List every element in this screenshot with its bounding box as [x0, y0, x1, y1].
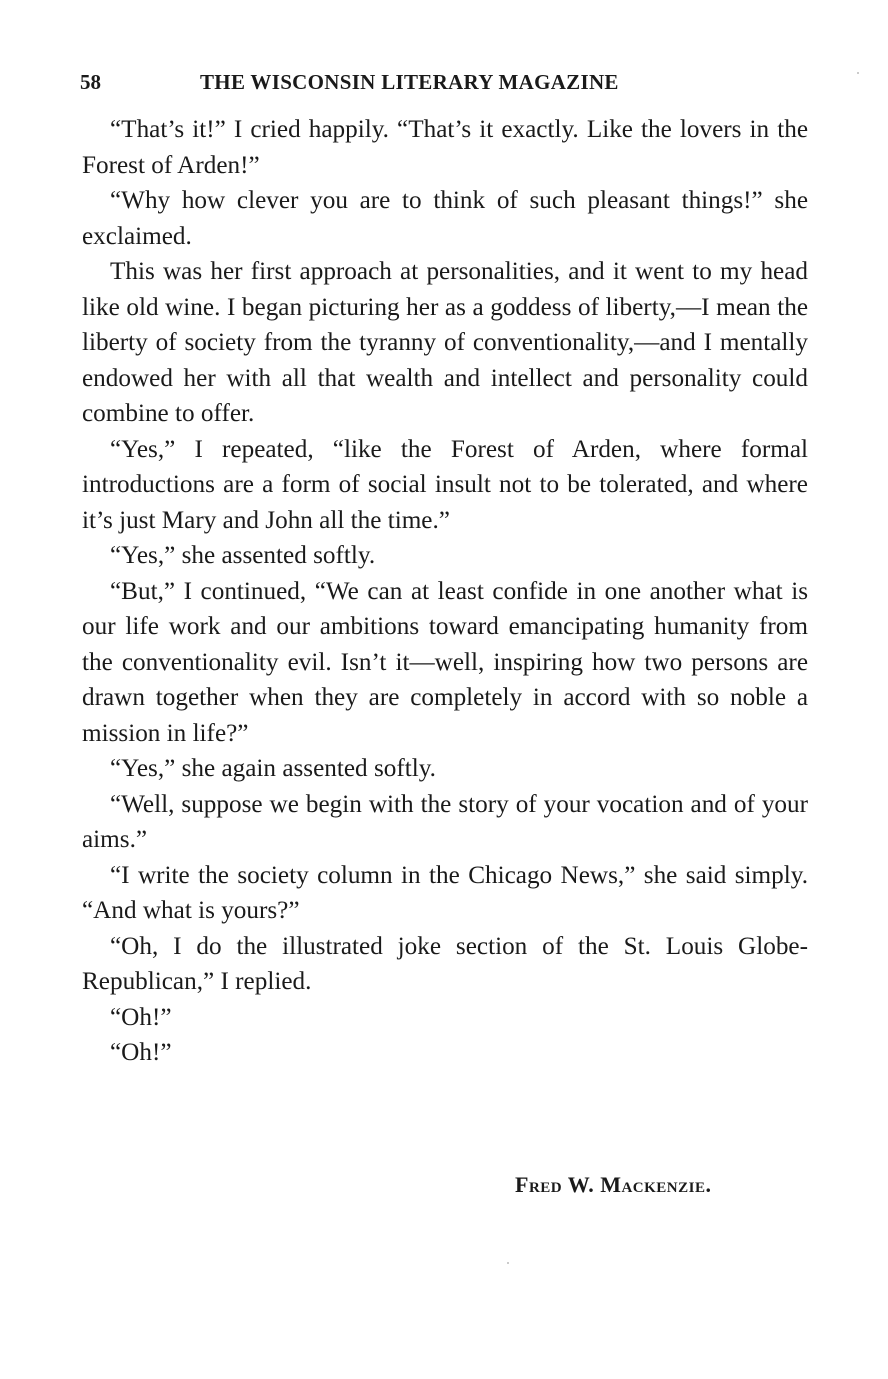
running-head: THE WISCONSIN LITERARY MAGAZINE: [200, 70, 619, 94]
paragraph: “Oh!”: [110, 1039, 172, 1066]
paragraph: “That’s it!” I cried happily. “That’s it exactly. Like the lovers in the Forest of Arden!”: [82, 116, 808, 179]
page-number: 58: [80, 70, 101, 94]
paragraph: “Yes,” she again assented softly.: [110, 755, 436, 782]
paragraph: This was her first approach at personalities, and it went to my head like old wine. I began picturing her as a goddess of liberty,—I mean the liberty of society from the tyranny of conventionality,—and I mentally endowed her with all that wealth and intellect and personality could combine to offer.: [82, 258, 808, 427]
paragraph: “Well, suppose we begin with the story of your vocation and of your aims.”: [82, 790, 808, 853]
page-header: [80, 70, 810, 100]
author-signature: Fred W. Mackenzie.: [515, 1172, 712, 1197]
paragraph: “But,” I continued, “We can at least confide in one another what is our life work and our ambitions toward emancipating humanity from the conventionality evil. Isn’t it—well, inspiring how two persons are drawn together when they are completely in accord with so noble a mission in life?”: [82, 577, 808, 747]
paragraph: “Why how clever you are to think of such pleasant things!” she exclaimed.: [82, 187, 808, 250]
paragraph: “Oh!”: [110, 1003, 172, 1031]
paper-speck: [857, 72, 859, 74]
paragraph: “Yes,” she assented softly.: [110, 542, 376, 569]
paragraph: “Yes,” I repeated, “like the Forest of Arden, where formal introductions are a form of social insult not to be tolerated, and where it’s just Mary and John all the time.”: [82, 435, 808, 534]
paper-speck: [507, 1262, 509, 1264]
story-body: [82, 112, 808, 1071]
paragraph: “I write the society column in the Chicago News,” she said simply. “And what is yours?”: [82, 861, 808, 924]
paragraph: “Oh, I do the illustrated joke section of the St. Louis Globe-Republican,” I replied.: [82, 932, 808, 995]
